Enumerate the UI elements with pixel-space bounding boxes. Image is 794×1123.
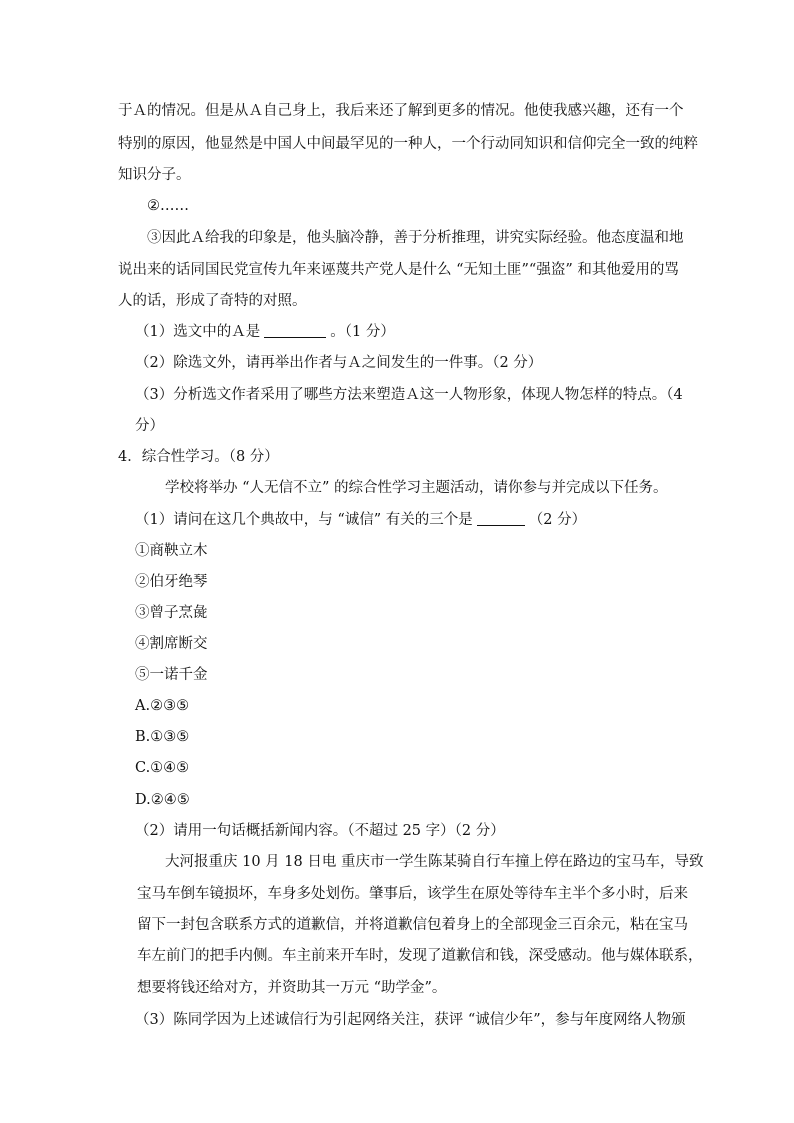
news-line-4: 车左前门的把手内侧。车主前来开车时，发现了道歉信和钱，深受感动。他与媒体联系， bbox=[137, 948, 703, 964]
news-line-2: 宝马车倒车镜损坏，车身多处划伤。肇事后，该学生在原处等待车主半个多小时，后来 bbox=[137, 886, 688, 902]
q4-sub2: （2）请用一句话概括新闻内容。（不超过 25 字）（2 分） bbox=[135, 823, 505, 839]
option-b[interactable]: B.①③⑤ bbox=[135, 729, 190, 745]
story-item: ③曾子烹彘 bbox=[135, 605, 208, 621]
news-line-3: 留下一封包含联系方式的道歉信，并将道歉信包着身上的全部现金三百余元，粘在宝马 bbox=[137, 917, 688, 933]
option-d[interactable]: D.②④⑤ bbox=[135, 792, 190, 808]
passage-p3-line-3: 人的话，形成了奇特的对照。 bbox=[118, 293, 307, 309]
q3-sub1 bbox=[135, 322, 395, 342]
passage-line-2: 特别的原因，他显然是中国人中间最罕见的一种人，一个行动同知识和信仰完全一致的纯粹 bbox=[118, 136, 698, 152]
q4-title: 4．综合性学习。（8 分） bbox=[118, 449, 279, 465]
story-item: ②伯牙绝琴 bbox=[135, 574, 208, 590]
news-line-5: 想要将钱还给对方，并资助其一万元 “助学金”。 bbox=[137, 980, 447, 996]
story-item: ⑤一诺千金 bbox=[135, 667, 208, 683]
option-c[interactable]: C.①④⑤ bbox=[135, 760, 190, 776]
q4-intro: 学校将举办 “人无信不立” 的综合性学习主题活动，请你参与并完成以下任务。 bbox=[165, 480, 668, 496]
passage-line-1: 于Ａ的情况。但是从Ａ自己身上，我后来还了解到更多的情况。他使我感兴趣，还有一个 bbox=[118, 103, 684, 119]
q3-sub3-line-2: 分） bbox=[135, 418, 164, 434]
q4-sub1 bbox=[135, 510, 586, 530]
q3-sub1-answer-blank[interactable] bbox=[264, 323, 326, 338]
story-item: ①商鞅立木 bbox=[135, 543, 208, 559]
passage-p3-line-1: ③因此Ａ给我的印象是，他头脑冷静，善于分析推理，讲究实际经验。他态度温和地 bbox=[147, 230, 684, 246]
q3-sub3-line-1: （3）分析选文作者采用了哪些方法来塑造Ａ这一人物形象，体现人物怎样的特点。（4 bbox=[135, 387, 683, 403]
passage-p3-line-2: 说出来的话同国民党宣传九年来诬蔑共产党人是什么 “无知土匪”“强盗” 和其他爱用的骂 bbox=[118, 262, 679, 278]
q4-sub1-text: （1）请问在这几个典故中，与 “诚信” 有关的三个是 bbox=[135, 512, 473, 528]
q3-sub2: （2）除选文外，请再举出作者与Ａ之间发生的一件事。（2 分） bbox=[135, 355, 543, 371]
q4-sub1-score: （2 分） bbox=[528, 512, 587, 528]
q4-sub1-answer-blank[interactable] bbox=[477, 511, 525, 526]
q3-sub1-text: （1）选文中的Ａ是 bbox=[135, 324, 261, 340]
option-a[interactable]: A.②③⑤ bbox=[135, 698, 190, 714]
q3-sub1-score: 。（1 分） bbox=[330, 324, 395, 340]
q4-sub3: （3）陈同学因为上述诚信行为引起网络关注，获评 “诚信少年”，参与年度网络人物颁 bbox=[135, 1012, 686, 1028]
passage-line-3: 知识分子。 bbox=[118, 167, 191, 183]
passage-paragraph-2: ②…… bbox=[147, 198, 189, 214]
news-line-1: 大河报重庆 10 月 18 日电 重庆市一学生陈某骑自行车撞上停在路边的宝马车，导致 bbox=[165, 854, 704, 870]
story-item: ④割席断交 bbox=[135, 636, 208, 652]
